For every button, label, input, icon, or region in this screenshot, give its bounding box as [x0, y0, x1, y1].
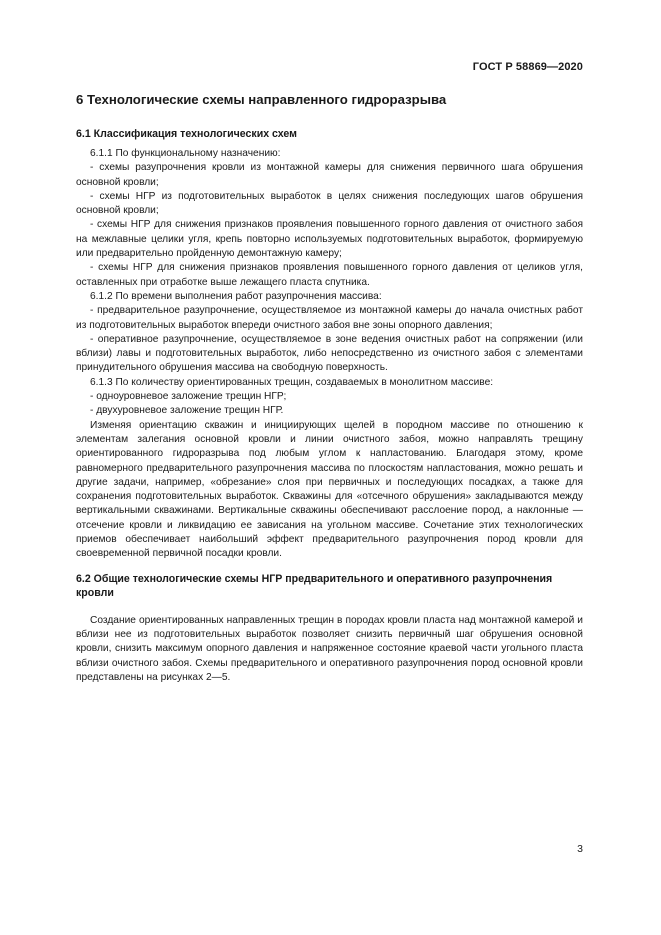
paragraph: 6.1.2 По времени выполнения работ разупрочнения массива:: [90, 290, 382, 302]
paragraph: - предварительное разупрочнение, осуществляемое из монтажной камеры до начала очистных работ из подготовительных выработок впереди очистного забоя вне зоны опорного давления;: [76, 305, 583, 331]
paragraph: 6.1.3 По количеству ориентированных трещин, создаваемых в монолитном массиве:: [90, 376, 494, 388]
document-code: ГОСТ Р 58869—2020: [472, 61, 583, 73]
page-content: [76, 92, 583, 685]
paragraph: Изменяя ориентацию скважин и инициирующих щелей в породном массиве по отношению к элементам залегания основной кровли и линии очистного забоя, можно направлять трещину ориентированного гидроразрыва под любым углом к напластованию. Благодаря этому, кроме равномерного предварительного разупрочнения массива по плоскостям напластования, можно решать и другие задачи, например, «обрезание» слоя при первичных и последующих посадках, а также для сохранения подготовительных выработок. Скважины для «отсечного обрушения» закладываются между вертикальными скважинами. Вертикальные скважины обеспечивают расслоение пород, а наклонные — отсечение кровли и ликвидацию ее зависания на угольном массиве. Сочетание этих технологических приемов обеспечивает наибольший эффект предварительного разупрочнения пород кровли для своевременной первичной посадки кровли.: [76, 419, 583, 560]
paragraph: - оперативное разупрочнение, осуществляемое в зоне ведения очистных работ на сопряжении (или вблизи) лавы и подготовительных выработок, либо непосредственно из очистного забоя с элементами принудительного обрушения массива на свободную поверхность.: [76, 333, 583, 374]
paragraph: - схемы НГР для снижения признаков проявления повышенного горного давления от очистного забоя на межлавные целики угля, крепь повторно используемых подготовительных выработок, формируемую или предварительно пройденную демонтажную камеру;: [76, 219, 583, 260]
page-number: 3: [577, 843, 583, 855]
paragraph: - схемы НГР для снижения признаков проявления повышенного горного давления от целиков угля, оставленных при отработке выше лежащего пласта спутника.: [76, 262, 583, 288]
paragraph: Создание ориентированных направленных трещин в породах кровли пласта над монтажной камерой и вблизи нее из подготовительных выработок позволяет снизить первичный шаг обрушения основной кровли, снизить максимум опорного давления и напряженное состояние краевой части угольного пласта вблизи очистного забоя. Схемы предварительного и оперативного разупрочнения пород основной кровли представлены на рисунках 2—5.: [76, 614, 583, 683]
paragraph: - схемы НГР из подготовительных выработок в целях снижения последующих шагов обрушения основной кровли;: [76, 190, 583, 217]
section-title: 6 Технологические схемы направленного гидроразрыва: [76, 92, 447, 107]
paragraph: - одноуровневое заложение трещин НГР;: [90, 391, 287, 403]
paragraph: 6.1.1 По функциональному назначению:: [90, 148, 281, 159]
paragraph: - двухуровневое заложение трещин НГР.: [90, 405, 284, 417]
subsection-title-6-1: 6.1 Классификация технологических схем: [76, 128, 298, 140]
paragraph: - схемы разупрочнения кровли из монтажной камеры для снижения первичного шага обрушения основной кровли;: [76, 162, 583, 188]
subsection-title-6-2: 6.2 Общие технологические схемы НГР предварительного и оперативного разупрочнения кровли: [76, 572, 553, 599]
